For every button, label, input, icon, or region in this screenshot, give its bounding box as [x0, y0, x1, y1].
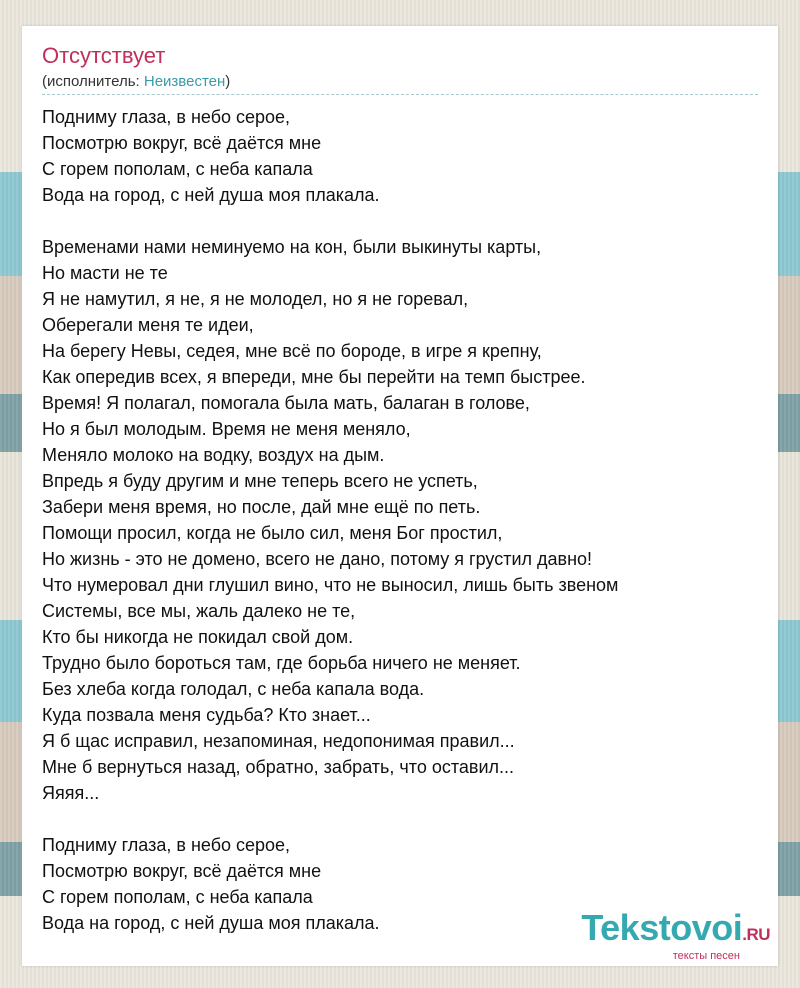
artist-line: [42, 73, 230, 90]
lyrics-card: [22, 26, 778, 966]
lyrics-line: Забери меня время, но после, дай мне ещё по петь.: [42, 497, 481, 517]
lyrics-line: Впредь я буду другим и мне теперь всего не успеть,: [42, 471, 478, 491]
lyrics-line: С горем пополам, с неба капала: [42, 887, 313, 907]
song-title: Отсутствует: [42, 43, 166, 68]
lyrics-line: Что нумеровал дни глушил вино, что не выносил, лишь быть звеном: [42, 575, 619, 595]
lyrics-line: Но я был молодым. Время не меня меняло,: [42, 419, 411, 439]
lyrics-line: Но жизнь - это не домено, всего не дано, потому я грустил давно!: [42, 549, 593, 569]
artist-prefix: (исполнитель:: [42, 73, 144, 90]
lyrics-line: Я не намутил, я не, я не молодел, но я не горевал,: [42, 289, 469, 309]
lyrics-line: Меняло молоко на водку, воздух на дым.: [42, 445, 385, 465]
lyrics-line: Системы, все мы, жаль далеко не те,: [42, 601, 356, 621]
lyrics-line: Время! Я полагал, помогала была мать, балаган в голове,: [42, 393, 530, 413]
lyrics-line: Посмотрю вокруг, всё даётся мне: [42, 861, 322, 881]
lyrics-line: На берегу Невы, седея, мне всё по бороде, в игре я крепну,: [42, 341, 542, 361]
lyrics-line: Вода на город, с ней душа моя плакала.: [42, 185, 380, 205]
lyrics-line: Кто бы никогда не покидал свой дом.: [42, 627, 354, 647]
lyrics-line: Подниму глаза, в небо серое,: [42, 835, 291, 855]
logo-tagline: тексты песен: [672, 950, 740, 962]
lyrics-line: Временами нами неминуемо на кон, были выкинуты карты,: [42, 237, 542, 257]
artist-suffix: ): [225, 73, 231, 90]
lyrics-line: Яяяя...: [42, 783, 100, 803]
lyrics-line: Но масти не те: [42, 263, 168, 283]
lyrics-blank-line: [42, 208, 758, 234]
lyrics-line: Вода на город, с ней душа моя плакала.: [42, 913, 380, 933]
lyrics-line: Подниму глаза, в небо серое,: [42, 107, 291, 127]
lyrics-line: Посмотрю вокруг, всё даётся мне: [42, 133, 322, 153]
lyrics-line: Помощи просил, когда не было сил, меня Бог простил,: [42, 523, 503, 543]
lyrics-line: Без хлеба когда голодал, с неба капала вода.: [42, 679, 425, 699]
lyrics-line: Я б щас исправил, незапоминая, недопонимая правил...: [42, 731, 515, 751]
divider: [42, 94, 758, 95]
lyrics-line: Как опередив всех, я впереди, мне бы перейти на темп быстрее.: [42, 367, 586, 387]
lyrics-line: Куда позвала меня судьба? Кто знает...: [42, 705, 371, 725]
lyrics-blank-line: [42, 806, 758, 832]
lyrics-line: Трудно было бороться там, где борьба ничего не меняет.: [42, 653, 521, 673]
lyrics-line: Оберегали меня те идеи,: [42, 315, 254, 335]
lyrics-line: С горем пополам, с неба капала: [42, 159, 313, 179]
lyrics-body: [42, 104, 758, 936]
logo-name: Tekstovoi: [581, 907, 743, 948]
lyrics-line: Мне б вернуться назад, обратно, забрать, что оставил...: [42, 757, 515, 777]
site-logo[interactable]: [581, 909, 770, 962]
logo-domain: .RU: [742, 925, 770, 944]
artist-link[interactable]: Неизвестен: [143, 73, 226, 90]
